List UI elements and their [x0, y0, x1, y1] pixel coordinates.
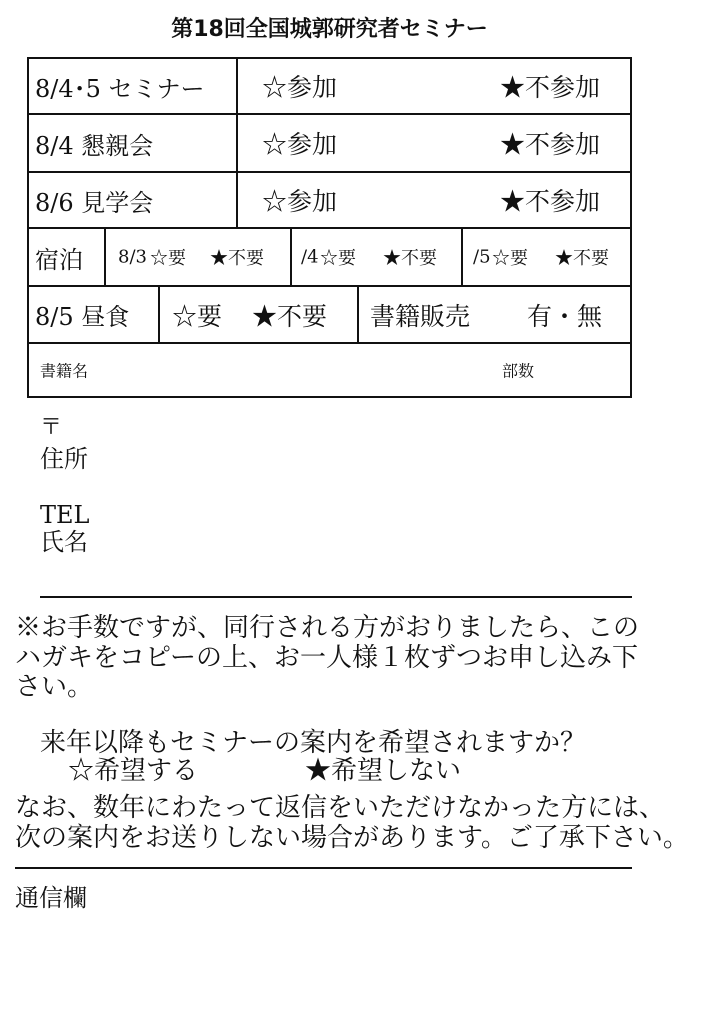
lodging-need-option: ☆要: [320, 248, 356, 269]
postal-mark: 〒: [40, 415, 63, 440]
divider-rule: [15, 867, 632, 869]
book-sales-options: 有・無: [527, 301, 603, 331]
lodging-night-date: /5: [473, 246, 491, 268]
book-title-label: 書籍名: [40, 361, 89, 381]
lodging-night-date: /4: [301, 246, 319, 268]
lodging-label: 宿泊: [35, 245, 83, 274]
comments-label: 通信欄: [15, 884, 87, 912]
lodging-need-option: ☆要: [492, 248, 528, 269]
registration-table: [27, 57, 632, 398]
lunch-label: 8/5 昼食: [35, 303, 130, 331]
excursion-attend-option: ☆参加: [262, 187, 338, 216]
lunch-choices: [158, 287, 357, 342]
copies-label: 部数: [502, 361, 535, 381]
lunch-need-option: ☆要: [172, 301, 223, 331]
notice-line: ハガキをコピーの上、お一人様１枚ずつお申し込み下: [15, 643, 638, 673]
reception-choices: [236, 115, 630, 171]
lodging-no-need-option: ★不要: [383, 248, 437, 269]
reception-row: [29, 113, 630, 171]
want-info-option: ☆希望する: [68, 756, 199, 786]
reception-absent-option: ★不参加: [500, 130, 601, 159]
book-sales-cell: [357, 287, 630, 342]
lodging-night-1: [104, 229, 290, 285]
excursion-absent-option: ★不参加: [500, 187, 601, 216]
reception-attend-option: ☆参加: [262, 130, 338, 159]
lodging-no-need-option: ★不要: [210, 248, 264, 269]
lodging-need-option: ☆要: [150, 248, 186, 269]
excursion-choices: [236, 173, 630, 227]
lunch-no-need-option: ★不要: [252, 301, 328, 331]
name-label: 氏名: [40, 528, 88, 556]
seminar-choices: [236, 59, 630, 113]
lodging-night-date: 8/3: [118, 246, 147, 268]
lodging-night-2: [290, 229, 461, 285]
seminar-attend-option: ☆参加: [262, 73, 338, 102]
book-sales-label: 書籍販売: [370, 301, 471, 331]
address-label: 住所: [40, 445, 88, 473]
reception-label: 8/4 懇親会: [35, 131, 154, 160]
lunch-row: [29, 285, 630, 342]
divider-rule: [40, 596, 632, 598]
lodging-night-3: [461, 229, 630, 285]
tel-label: TEL: [40, 501, 90, 529]
notice-line: さい。: [15, 672, 94, 702]
seminar-label: 8/4･5 セミナー: [35, 74, 205, 103]
form-title: 第18回全国城郭研究者セミナー: [171, 17, 488, 42]
no-info-option: ★希望しない: [305, 756, 462, 786]
notice-line: ※お手数ですが、同行される方がおりましたら、この: [15, 613, 640, 643]
note-line: 次の案内をお送りしない場合があります。ご了承下さい。: [15, 823, 689, 853]
excursion-row: [29, 171, 630, 227]
lodging-no-need-option: ★不要: [555, 248, 609, 269]
seminar-absent-option: ★不参加: [500, 73, 601, 102]
seminar-row: [29, 59, 630, 113]
lodging-row: [29, 227, 630, 285]
note-line: なお、数年にわたって返信をいただけなかった方には、: [15, 793, 666, 823]
excursion-label: 8/6 見学会: [35, 188, 154, 217]
book-title-row: [29, 342, 630, 396]
future-info-question: 来年以降もセミナーの案内を希望されますか？: [40, 728, 587, 758]
